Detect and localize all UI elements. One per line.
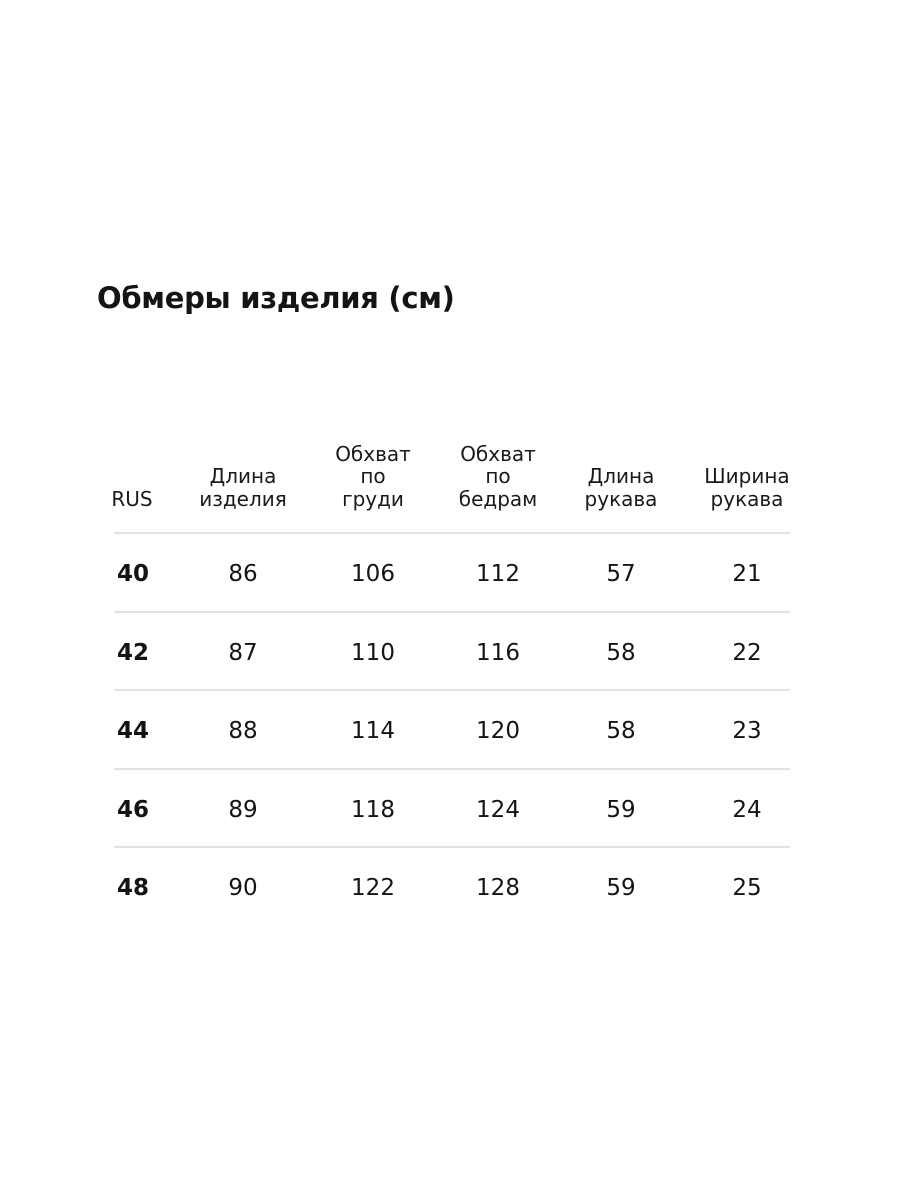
size-label: 48: [117, 875, 150, 901]
measurement-value: 88: [228, 718, 258, 744]
measurement-value: 90: [228, 875, 258, 901]
column-header: [438, 430, 558, 510]
table-row: [114, 614, 790, 692]
measurement-value: 24: [732, 797, 762, 823]
column-header: [183, 430, 303, 510]
table-row: [114, 692, 790, 770]
table-row: [114, 849, 790, 927]
column-header-line: груди: [342, 486, 404, 511]
measurement-value: 59: [606, 875, 636, 901]
measurement-value: 110: [351, 640, 395, 666]
measurement-value: 59: [606, 797, 636, 823]
measurement-value: 86: [228, 561, 258, 587]
measurement-value: 22: [732, 640, 762, 666]
measurement-value: 57: [606, 561, 636, 587]
measurement-value: 106: [351, 561, 395, 587]
measurement-value: 124: [476, 797, 520, 823]
size-label: 44: [117, 718, 150, 744]
measurement-value: 23: [732, 718, 762, 744]
row-divider: [114, 532, 790, 534]
column-header: [561, 430, 681, 510]
column-header-line: рукава: [584, 486, 658, 511]
column-header-line: Ширина: [704, 464, 790, 488]
column-header-line: бедрам: [458, 486, 538, 511]
size-label: 42: [117, 640, 150, 666]
column-header-line: RUS: [111, 486, 153, 511]
column-header-line: по: [485, 464, 511, 488]
column-header-line: рукава: [710, 486, 784, 511]
measurement-value: 122: [351, 875, 395, 901]
measurement-value: 58: [606, 718, 636, 744]
column-header-line: Обхват: [460, 441, 536, 466]
column-header: [313, 430, 433, 510]
column-header: [687, 430, 807, 510]
column-header: [87, 430, 177, 510]
column-header-line: изделия: [199, 486, 287, 511]
page-title: Обмеры изделия (см): [97, 281, 455, 315]
measurement-value: 128: [476, 875, 520, 901]
column-header-line: Обхват: [335, 441, 411, 466]
measurement-value: 112: [476, 561, 520, 587]
column-header-line: Длина: [209, 464, 277, 488]
measurement-value: 116: [476, 640, 520, 666]
measurement-value: 21: [732, 561, 762, 587]
size-label: 46: [117, 797, 150, 823]
column-header-line: по: [360, 464, 386, 488]
measurement-value: 118: [351, 797, 395, 823]
size-label: 40: [117, 561, 150, 587]
measurement-value: 120: [476, 718, 520, 744]
measurement-value: 89: [228, 797, 258, 823]
table-row: [114, 535, 790, 613]
measurement-value: 87: [228, 640, 258, 666]
measurement-value: 58: [606, 640, 636, 666]
measurement-value: 25: [732, 875, 762, 901]
column-header-line: Длина: [587, 464, 655, 488]
measurement-value: 114: [351, 718, 395, 744]
table-row: [114, 771, 790, 849]
